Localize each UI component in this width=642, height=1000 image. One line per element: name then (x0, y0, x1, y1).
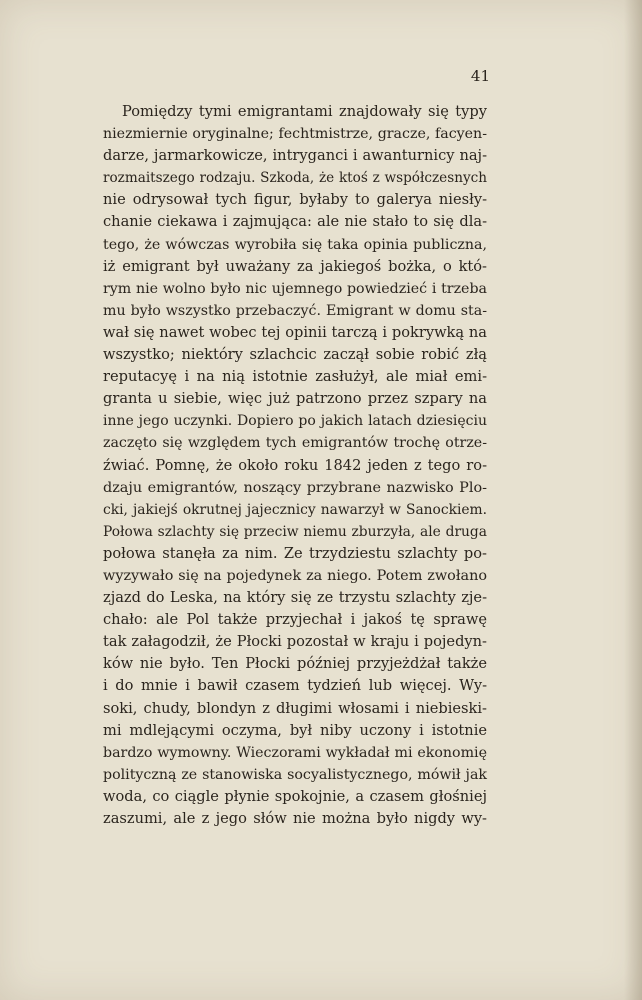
text-line: połowa stanęła za nim. Ze trzydziestu szlachty po- (103, 544, 487, 562)
text-line: tego, że wówczas wyrobiła się taka opinia publiczna, (103, 236, 487, 253)
text-line: mi mdlejącymi oczyma, był niby uczony i istotnie (103, 721, 487, 739)
text-line: Połowa szlachty się przeciw niemu zburzyła, ale druga (103, 523, 487, 540)
text-line: granta u siebie, więc już patrzono przez szpary na (103, 390, 487, 408)
page-edge-shadow (624, 0, 642, 1000)
text-line: i do mnie i bawił czasem tydzień lub więcej. Wy- (103, 677, 487, 695)
text-line: dzaju emigrantów, noszący przybrane nazwisko Plo- (103, 479, 487, 496)
text-line: zaszumi, ale z jego słów nie można było nigdy wy- (103, 810, 487, 827)
text-line: chanie ciekawa i zajmująca: ale nie stało to się dla- (103, 213, 487, 231)
text-line: polityczną ze stanowiska socyalistycznego, mówił jak (103, 766, 487, 783)
text-line: tak załagodził, że Płocki pozostał w kraju i pojedyn- (103, 633, 487, 651)
text-line: cki, jakiejś okrutnej jajecznicy nawarzył w Sanockiem. (103, 501, 487, 518)
text-line: iż emigrant był uważany za jakiegoś bożka, o któ- (103, 257, 487, 275)
text-line: mu było wszystko przebaczyć. Emigrant w domu sta- (103, 302, 487, 319)
text-line: rozmaitszego rodzaju. Szkoda, że ktoś z współczesnych (103, 170, 487, 187)
text-line: wał się nawet wobec tej opinii tarczą i pokrywką na (103, 323, 487, 341)
text-line: wszystko; niektóry szlachcic zaczął sobie robić złą (103, 346, 487, 364)
text-line: inne jego uczynki. Dopiero po jakich latach dziesięciu (103, 413, 487, 430)
text-line: niezmiernie oryginalne; fechtmistrze, gracze, facyen- (103, 126, 487, 143)
text-line: woda, co ciągle płynie spokojnie, a czasem głośniej (103, 787, 487, 805)
text-line: nie odrysował tych figur, byłaby to galerya niesły- (103, 191, 487, 209)
text-line: źwiać. Pomnę, że około roku 1842 jeden z tego ro- (103, 456, 487, 474)
text-line: zaczęto się względem tych emigrantów trochę otrze- (103, 435, 487, 452)
text-line: bardzo wymowny. Wieczorami wykładał mi ekonomię (103, 744, 487, 761)
text-line: zjazd do Leska, na który się ze trzystu szlachty zje- (103, 589, 487, 607)
text-line: darze, jarmarkowicze, intryganci i awanturnicy naj- (103, 147, 487, 165)
text-line: Pomiędzy tymi emigrantami znajdowały się typy (122, 103, 487, 120)
text-line: soki, chudy, blondyn z długimi włosami i niebieski- (103, 699, 487, 717)
text-line: chało: ale Pol także przyjechał i jakoś tę sprawę (103, 611, 487, 629)
text-line: reputacyę i na nią istotnie zasłużył, ale miał emi- (103, 368, 487, 386)
text-line: ków nie było. Ten Płocki później przyjeżdżał także (103, 655, 487, 673)
text-line: rym nie wolno było nic ujemnego powiedzieć i trzeba (103, 280, 487, 297)
body-text (103, 101, 487, 830)
text-line: wyzywało się na pojedynek za niego. Potem zwołano (103, 567, 487, 584)
page-number: 41 (470, 67, 490, 85)
